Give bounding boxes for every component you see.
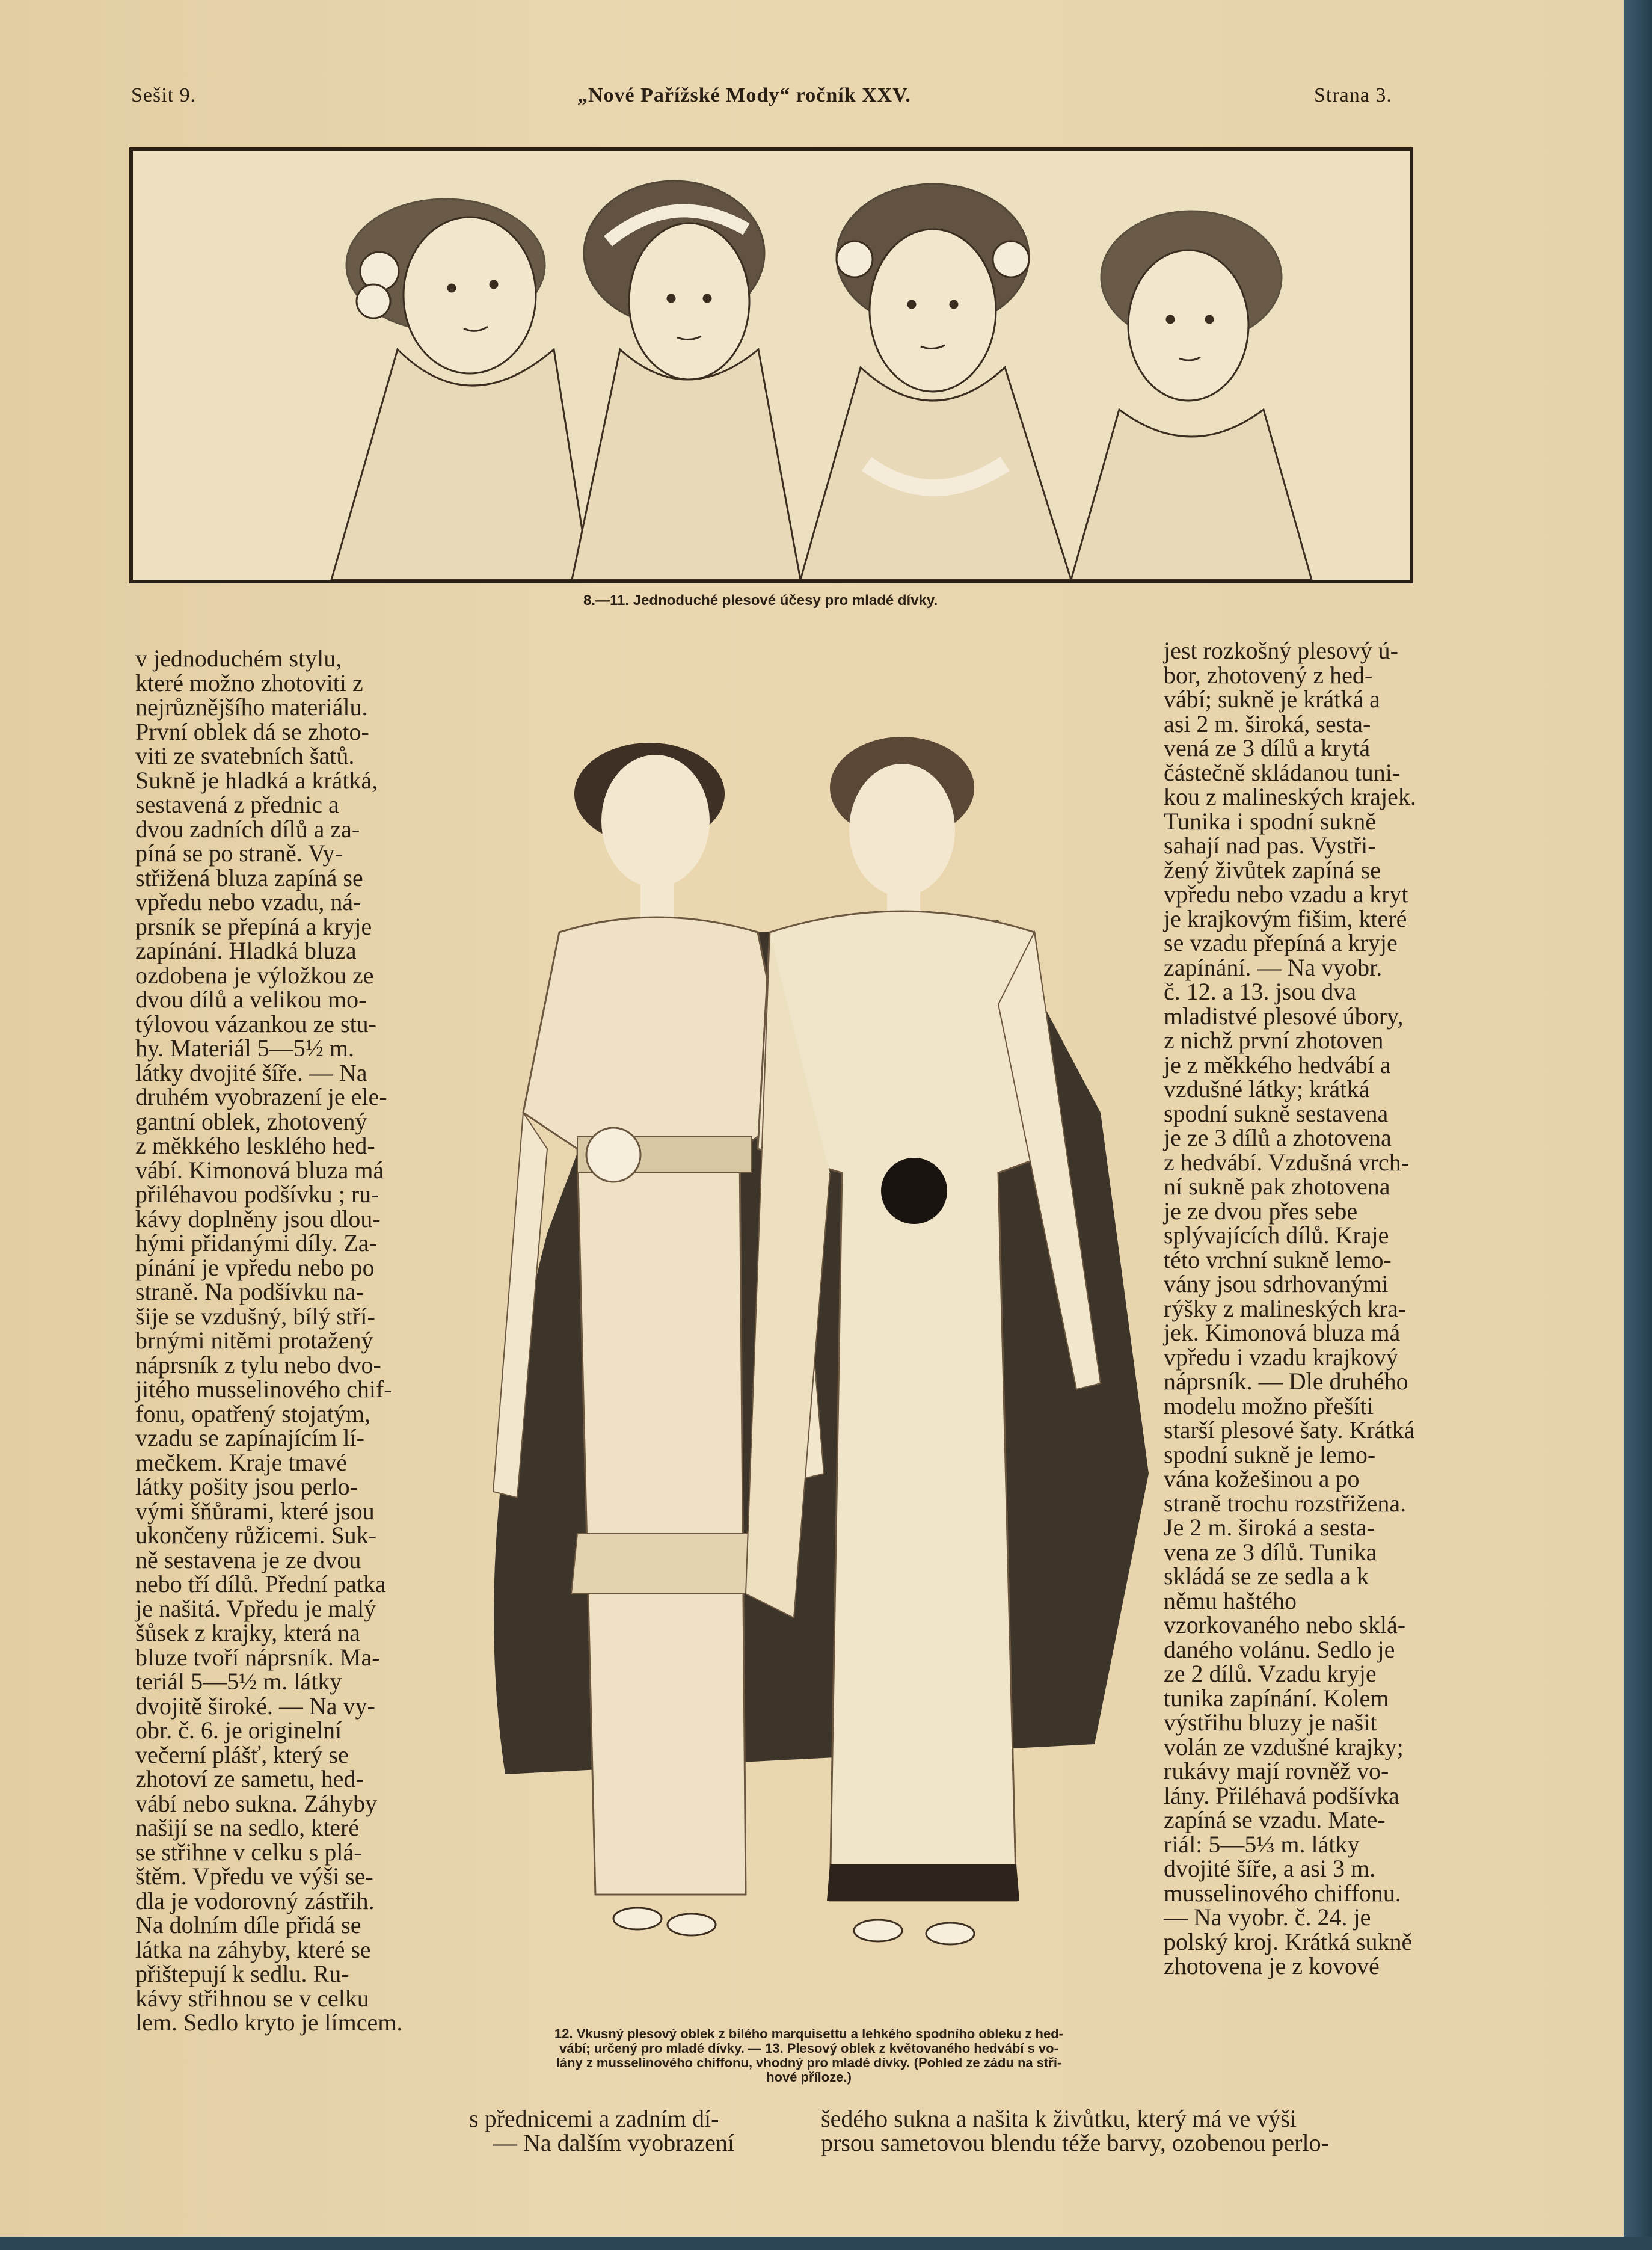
hairstyles-caption: 8.—11. Jednoduché plesové účesy pro mladé dívky. <box>583 592 938 609</box>
header-page-number: Strana 3. <box>1314 84 1392 106</box>
gowns-caption <box>469 2027 1149 2085</box>
header-title: „Nové Pařížské Mody“ ročník XXV. <box>577 84 911 106</box>
bottom-text-d: prsou sametovou blendu téže barvy, ozobenou perlo- <box>821 2129 1329 2156</box>
ball-gowns-illustration <box>457 692 1161 2003</box>
bottom-text-c: šedého sukna a našita k živůtku, který má ve výši <box>821 2105 1297 2132</box>
book-binding-edge <box>1624 0 1652 2250</box>
bottom-text-b: — Na dalším vyobrazení <box>493 2129 734 2156</box>
hairstyles-illustration <box>129 147 1413 583</box>
left-text-column <box>135 647 448 2035</box>
book-bottom-edge <box>0 2237 1652 2250</box>
header-issue: Sešit 9. <box>131 84 197 106</box>
right-text-column <box>1164 639 1476 1979</box>
bottom-text-a: s přednicemi a zadním dí- <box>469 2105 719 2132</box>
left-column-text: v jednoduchém stylu, které možno zhotoviti z nejrůznějšího materiálu. První oblek dá se zhoto- viti ze svatebních šatů. Sukně je hladká a krátká, sestavená z přednic a dvou zadních dílů a za- píná se po straně. Vy- střižená bluza zapíná se vpředu nebo vzadu, ná- prsník se přepíná a kryje zapínání. Hladká bluza ozdobena je výložkou ze dvou dílů a velikou mo- týlovou vázankou ze stu- hy. Materiál 5—5½ m. látky dvojité šíře. — Na druhém vyobrazení je ele- gantní oblek, zhotovený z měkkého lesklého hed- vábí. Kimonová bluza má přiléhavou podšívku ; ru- kávy doplněny jsou dlou- hými přidanými díly. Za- pínání je vpředu nebo po straně. Na podšívku na- šije se vzdušný, bílý stří- brnými nitěmi protažený náprsník z tylu nebo dvo- jitého musselinového chif- fonu, opatřený stojatým, vzadu se zapínajícím lí- mečkem. Kraje tmavé látky pošity jsou perlo- vými šňůrami, které jsou ukončeny růžicemi. Suk- ně sestavena je ze dvou nebo tří dílů. Přední patka je našitá. Vpředu je malý šůsek z krajky, která na bluze tvoří náprsník. Ma- teriál 5—5½ m. látky dvojitě široké. — Na vy- obr. č. 6. je originelní večerní plášť, který se zhotoví ze sametu, hed- vábí nebo sukna. Záhyby našijí se na sedlo, které se střihne v celku s plá- štěm. Vpředu ve výši se- dla je vodorovný zástřih. Na dolním díle přidá se látka na záhyby, které se přištepují k sedlu. Ru- kávy střihnou se v celku lem. Sedlo kryto je límcem. <box>135 645 403 2036</box>
gowns-caption-text: 12. Vkusný plesový oblek z bílého marquisettu a lehkého spodního obleku z hed- vábí; určený pro mladé dívky. — 13. Plesový oblek z květovaného hedvábí s vo- lány z musselinového chiffonu, vhodný pro mladé dívky. (Pohled ze zádu na stří- hové příloze.) <box>554 2026 1063 2085</box>
right-column-text: jest rozkošný plesový ú- bor, zhotovený z hed- vábí; sukně je krátká a asi 2 m. široká, sesta- vená ze 3 dílů a krytá částečně skládanou tuni- kou z malineských krajek. Tunika i spodní sukně sahají nad pas. Vystři- žený živůtek zapíná se vpředu nebo vzadu a kryt je krajkovým fišim, které se vzadu přepíná a kryje zapínání. — Na vyobr. č. 12. a 13. jsou dva mladistvé plesové úbory, z nichž první zhotoven je z měkkého hedvábí a vzdušné látky; krátká spodní sukně sestavena je ze 3 dílů a zhotovena z hedvábí. Vzdušná vrch- ní sukně pak zhotovena je ze dvou přes sebe splývajících dílů. Kraje této vrchní sukně lemo- vány jsou sdrhovanými rýšky z malineských kra- jek. Kimonová bluza má vpředu i vzadu krajkový náprsník. — Dle druhého modelu možno přešíti starší plesové šaty. Krátká spodní sukně je lemo- vána kožešinou a po straně trochu rozstřižena. Je 2 m. široká a sesta- vena ze 3 dílů. Tunika skládá se ze sedla a k němu haštého vzorkovaného nebo sklá- daného volánu. Sedlo je ze 2 dílů. Vzadu kryje tunika zapínání. Kolem výstřihu bluzy je našit volán ze vzdušné krajky; rukávy mají rovněž vo- lány. Přiléhavá podšívka zapíná se vzadu. Mate- riál: 5—5⅓ m. látky dvojité šíře, a asi 3 m. musselinového chiffonu. — Na vyobr. č. 24. je polský kroj. Krátká sukně zhotovena je z kovové <box>1164 637 1416 1979</box>
